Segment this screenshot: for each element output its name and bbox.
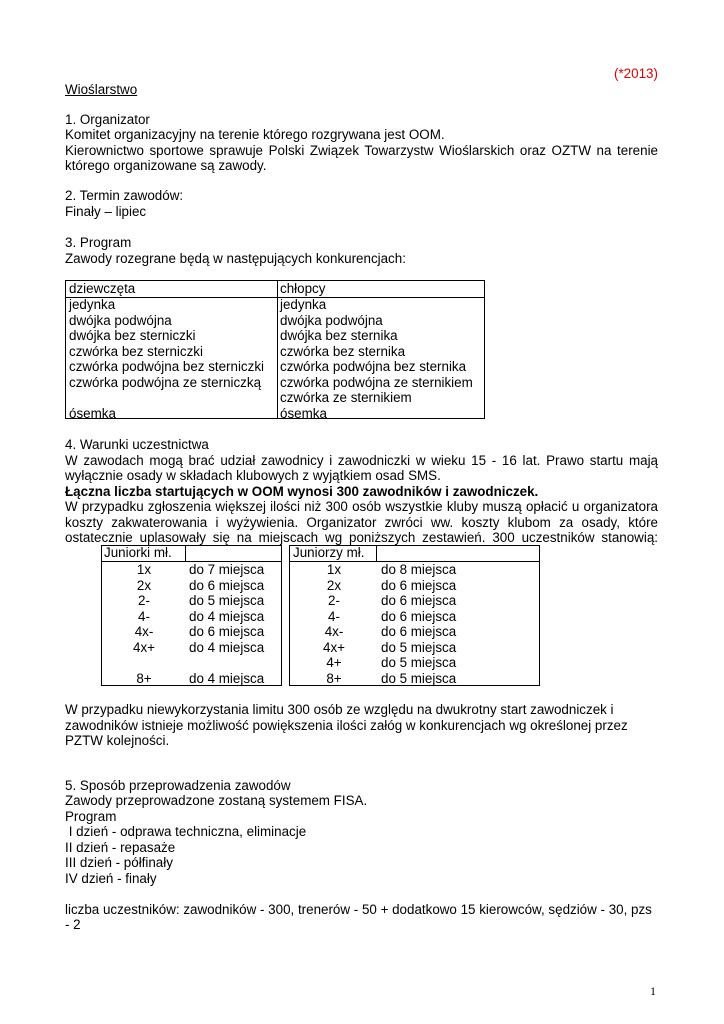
section3-heading: 3. Program xyxy=(65,235,132,250)
boys-boat: 2x xyxy=(326,577,342,593)
boys-event: czwórka podwójna ze sternikiem xyxy=(280,374,473,390)
section5-line2: Program xyxy=(65,809,117,824)
section5-counts2: - 2 xyxy=(65,917,81,932)
section4-line1: W zawodach mogą brać udział zawodnicy i zawodniczki w wieku 15 - 16 lat. Prawo startu mają xyxy=(65,453,658,468)
girls-place: do 6 miejsca xyxy=(189,624,265,639)
girls-boat: 2x xyxy=(136,577,152,593)
places-table-girls-header: Juniorki mł. xyxy=(104,545,172,560)
girls-place: do 4 miejsca xyxy=(189,639,265,655)
section2-heading: 2. Termin zawodów: xyxy=(65,188,184,203)
girls-boat: 4x+ xyxy=(133,639,155,655)
girls-event: dwójka bez sterniczki xyxy=(69,328,196,343)
boys-event: jedynka xyxy=(280,297,327,312)
girls-event: czwórka podwójna ze sterniczką xyxy=(69,374,262,390)
section5-day3: III dzień - półfinały xyxy=(65,855,173,870)
events-table-girls-header: dziewczęta xyxy=(69,281,136,296)
section5-day1: I dzień - odprawa techniczna, eliminacje xyxy=(65,824,307,839)
section4-bold-line: Łączna liczba startujących w OOM wynosi 300 zawodników i zawodniczek. xyxy=(65,484,539,499)
boys-place: do 6 miejsca xyxy=(381,608,457,624)
girls-place: do 5 miejsca xyxy=(189,593,265,608)
section5-day2: II dzień - repasaże xyxy=(65,840,176,855)
boys-boat: 4x+ xyxy=(323,639,345,655)
girls-place: do 7 miejsca xyxy=(189,562,265,577)
section4-line3: W przypadku zgłoszenia większej ilości niż 300 osób wszystkie kluby muszą opłacić u organizatora xyxy=(65,499,658,514)
section1-line1: Komitet organizacyjny na terenie którego rozgrywana jest OOM. xyxy=(65,127,445,142)
boys-boat: 4- xyxy=(328,608,340,624)
boys-boat: 1x xyxy=(326,562,342,577)
year-note: (*2013) xyxy=(614,66,658,81)
boys-event: ósemka xyxy=(280,405,327,421)
girls-event: czwórka bez sterniczki xyxy=(69,343,203,359)
places-table-right-border xyxy=(539,545,540,686)
girls-event: dwójka podwójna xyxy=(69,312,172,328)
girls-place: do 6 miejsca xyxy=(189,577,265,593)
boys-event: dwójka bez sternika xyxy=(280,328,398,343)
boys-event: czwórka podwójna bez sternika xyxy=(280,359,467,374)
places-table-boys-header: Juniorzy mł. xyxy=(293,545,365,560)
girls-event: ósemka xyxy=(69,405,116,421)
section4-after1: W przypadku niewykorzystania limitu 300 osób ze względu na dwukrotny start zawodniczek i xyxy=(65,702,614,717)
girls-event: czwórka podwójna bez sterniczki xyxy=(69,359,264,374)
section5-day4: IV dzień - finały xyxy=(65,871,157,886)
section4-line5: ostatecznie uplasowały się na miejscach wg poniższych zestawień. 300 uczestników stanowią: xyxy=(65,530,658,545)
section1-line3: którego organizowane są zawody. xyxy=(65,158,267,173)
places-table-gap-left xyxy=(281,545,282,686)
girls-boat: 8+ xyxy=(136,670,152,686)
girls-boat: 2- xyxy=(138,593,150,608)
girls-place: do 4 miejsca xyxy=(189,608,265,624)
section1-line2: Kierownictwo sportowe sprawuje Polski Związek Towarzystw Wioślarskich oraz OZTW na terenie xyxy=(65,143,658,158)
events-table-boys-header: chłopcy xyxy=(280,281,326,296)
places-table-left-border xyxy=(101,545,102,686)
section2-line1: Finały – lipiec xyxy=(65,204,147,219)
boys-boat: 8+ xyxy=(326,670,342,686)
section5-heading: 5. Sposób przeprowadzenia zawodów xyxy=(65,778,291,793)
boys-place: do 5 miejsca xyxy=(381,655,457,670)
boys-boat: 4x- xyxy=(324,624,344,639)
boys-place: do 6 miejsca xyxy=(381,624,457,639)
girls-boat: 4- xyxy=(138,608,150,624)
girls-place: do 4 miejsca xyxy=(189,670,265,686)
document-title: Wioślarstwo xyxy=(65,82,138,97)
boys-event: czwórka bez sternika xyxy=(280,343,406,359)
places-table-col-div-right xyxy=(376,545,377,561)
places-table-col-div-left xyxy=(185,545,186,561)
boys-place: do 5 miejsca xyxy=(381,670,457,686)
boys-boat: 4+ xyxy=(326,655,342,670)
section4-after2: zawodników istnieje możliwość powiększenia ilości załóg w konkurencjach wg określonej przez xyxy=(65,718,628,733)
page-number: 1 xyxy=(650,984,656,998)
boys-boat: 2- xyxy=(328,593,340,608)
boys-place: do 5 miejsca xyxy=(381,639,457,655)
girls-event: jedynka xyxy=(69,297,116,312)
section1-heading: 1. Organizator xyxy=(65,112,150,127)
girls-boat: 4x- xyxy=(134,624,154,639)
places-table-gap-right xyxy=(289,545,290,686)
section4-heading: 4. Warunki uczestnictwa xyxy=(65,437,209,452)
events-table xyxy=(65,280,485,419)
section3-line1: Zawody rozegrane będą w następujących konkurencjach: xyxy=(65,251,406,266)
places-table xyxy=(101,545,540,686)
section4-line4: koszty zakwaterowania i wyżywienia. Organizator zwróci ww. koszty klubom za osady, które xyxy=(65,515,658,530)
boys-place: do 6 miejsca xyxy=(381,577,457,593)
events-table-divider xyxy=(277,281,278,418)
section5-line1: Zawody przeprowadzone zostaną systemem FISA. xyxy=(65,793,368,808)
section4-line2: wyłącznie osady w składach klubowych z wyjątkiem osad SMS. xyxy=(65,468,441,483)
boys-place: do 8 miejsca xyxy=(381,562,457,577)
boys-event: dwójka podwójna xyxy=(280,312,383,328)
section5-counts1: liczba uczestników: zawodników - 300, trenerów - 50 + dodatkowo 15 kierowców, sędziów - 30, pzs xyxy=(65,902,652,917)
boys-place: do 6 miejsca xyxy=(381,593,457,608)
girls-boat: 1x xyxy=(136,562,152,577)
boys-event: czwórka ze sternikiem xyxy=(280,390,412,405)
section4-after3: PZTW kolejności. xyxy=(65,733,170,748)
